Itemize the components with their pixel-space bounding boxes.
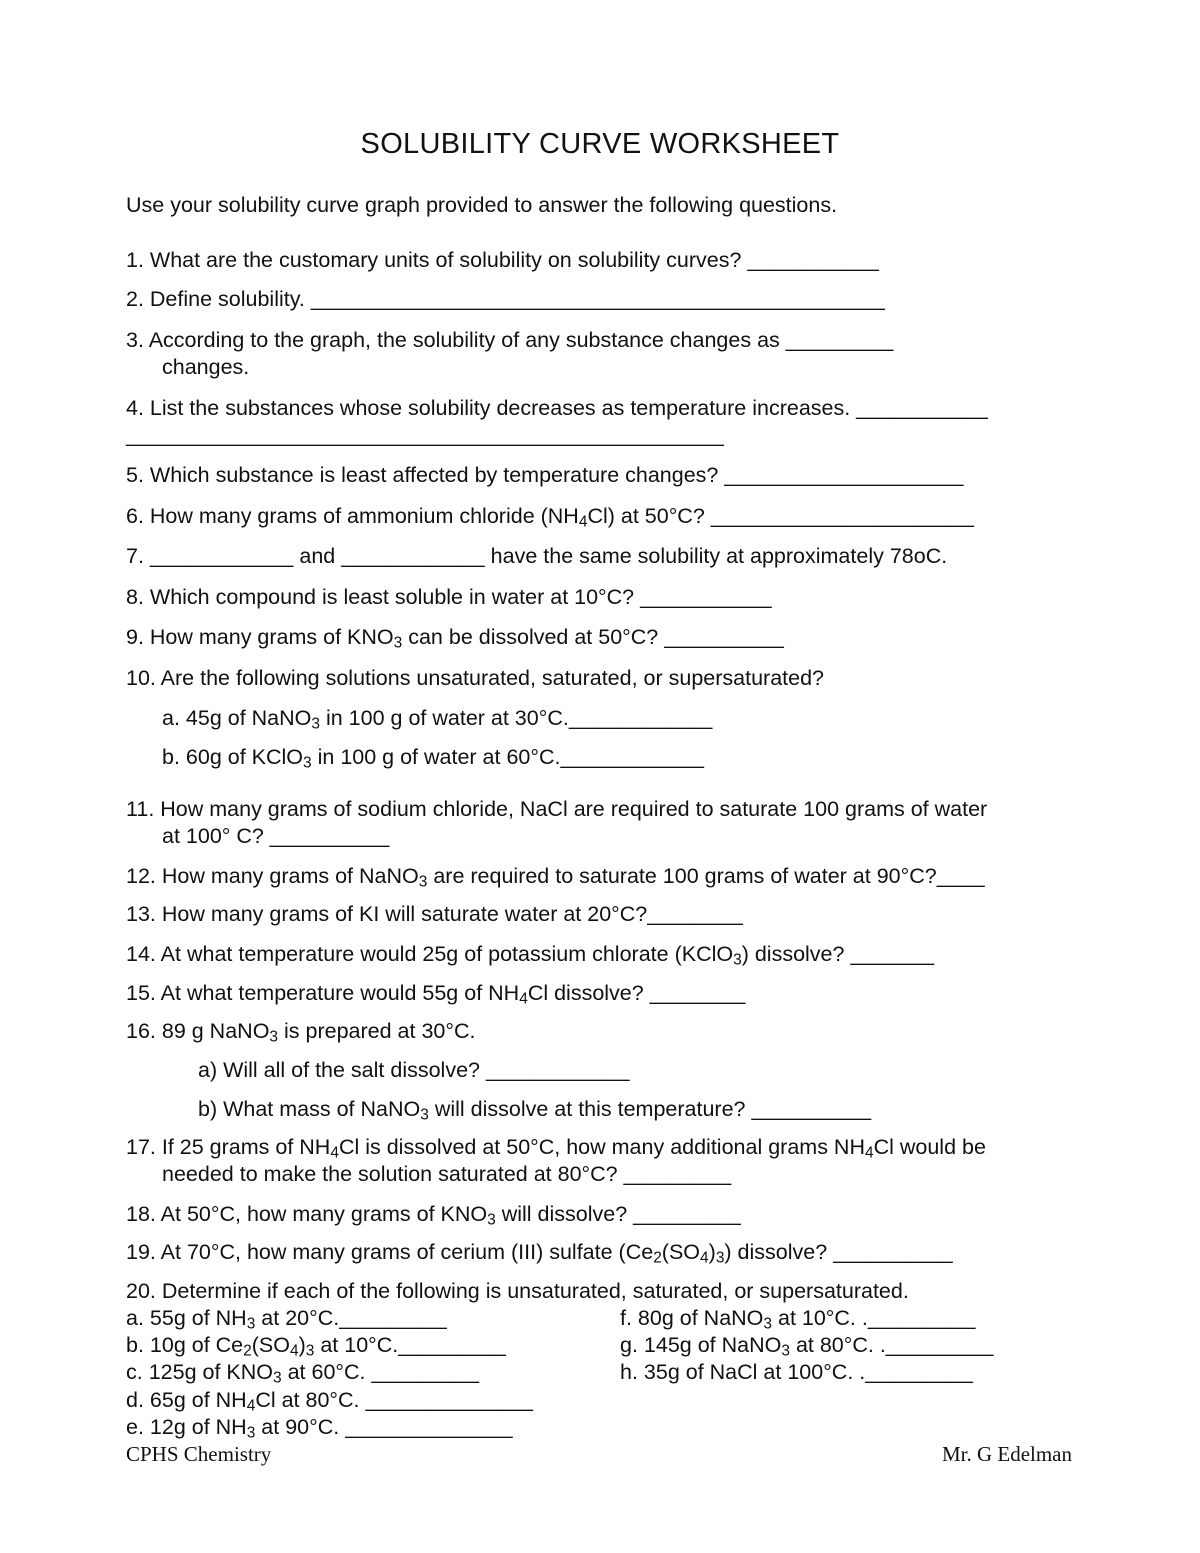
text: in 100 g of water at 30°C.____________ [320,706,713,730]
text: 15. At what temperature would 55g of NH [126,981,520,1005]
question-20g [620,1332,993,1358]
subscript: 3 [487,1211,496,1229]
question-12 [126,863,985,889]
text: b. 60g of KClO [162,745,304,769]
subscript: 3 [303,754,312,772]
question-20d [126,1387,533,1413]
subscript: 4 [864,1144,874,1162]
subscript: 3 [418,873,428,891]
footer-course: CPHS Chemistry [126,1442,272,1466]
question-19 [126,1239,953,1265]
text: ) dissolve? _______ [741,942,935,966]
text: Cl is dissolved at 50°C, how many additional grams NH [338,1135,865,1159]
question-7: 7. ____________ and ____________ have the same solubility at approximately 78oC. [126,544,948,568]
subscript: 3 [305,1342,315,1360]
text: b) What mass of NaNO [198,1097,421,1121]
text: are required to saturate 100 grams of water at 90°C?____ [427,864,985,888]
question-20h: h. 35g of NaCl at 100°C. ._________ [620,1360,973,1384]
subscript: 3 [781,1342,790,1360]
question-6 [126,503,974,529]
question-8: 8. Which compound is least soluble in water at 10°C? ___________ [126,585,772,609]
text: 12. How many grams of NaNO [126,864,419,888]
text: Cl would be [873,1135,986,1159]
question-11: 11. How many grams of sodium chloride, NaCl are required to saturate 100 grams of water [126,797,988,821]
text: a. 55g of NH [126,1306,247,1330]
question-18 [126,1201,741,1227]
text: e. 12g of NH [126,1415,247,1439]
question-17-continued: needed to make the solution saturated at 80°C? _________ [162,1162,732,1186]
text: 6. How many grams of ammonium chloride (NH [126,504,579,528]
subscript: 3 [733,951,742,969]
question-9 [126,624,784,650]
text: at 60°C. _________ [281,1360,480,1384]
question-4-answer-line: __________________________________________________ [126,423,724,447]
text: at 90°C. ______________ [255,1415,513,1439]
subscript: 2 [653,1249,662,1267]
text: 9. How many grams of KNO [126,625,394,649]
question-20a [126,1305,447,1331]
text: in 100 g of water at 60°C.____________ [311,745,704,769]
question-16b [198,1096,871,1122]
question-16 [126,1018,475,1044]
text: (SO [661,1240,701,1264]
subscript: 3 [269,1028,279,1046]
question-17 [126,1134,986,1160]
text: 17. If 25 grams of NH [126,1135,331,1159]
text: g. 145g of NaNO [620,1333,782,1357]
text: (SO [251,1333,290,1357]
subscript: 3 [420,1106,429,1124]
subscript: 4 [519,990,528,1008]
text: will dissolve at this temperature? __________ [428,1097,872,1121]
page-title: SOLUBILITY CURVE WORKSHEET [360,128,840,160]
subscript: 3 [311,715,320,733]
text: at 10°C. ._________ [772,1306,976,1330]
subscript: 3 [273,1369,282,1387]
question-20: 20. Determine if each of the following is unsaturated, saturated, or supersaturated. [126,1279,909,1303]
instructions: Use your solubility curve graph provided to answer the following questions. [126,193,838,217]
text: will dissolve? _________ [495,1202,741,1226]
question-1: 1. What are the customary units of solubility on solubility curves? ___________ [126,248,879,272]
subscript: 3 [246,1315,256,1333]
subscript: 4 [289,1342,299,1360]
subscript: 3 [393,634,403,652]
subscript: 3 [763,1315,773,1333]
text: 16. 89 g NaNO [126,1019,270,1043]
text: Cl) at 50°C? ______________________ [587,504,974,528]
text: c. 125g of KNO [126,1360,273,1384]
text: 19. At 70°C, how many grams of cerium (III) sulfate (Ce [126,1240,654,1264]
question-10: 10. Are the following solutions unsaturated, saturated, or supersaturated? [126,666,824,690]
subscript: 4 [246,1397,256,1415]
subscript: 3 [715,1249,725,1267]
subscript: 4 [330,1144,339,1162]
text: ) [298,1333,306,1357]
text: 14. At what temperature would 25g of potassium chlorate (KClO [126,942,734,966]
text: Cl at 80°C. ______________ [255,1388,533,1412]
text: d. 65g of NH [126,1388,247,1412]
question-5: 5. Which substance is least affected by temperature changes? ____________________ [126,463,964,487]
question-3: 3. According to the graph, the solubility of any substance changes as _________ [126,328,894,352]
text: can be dissolved at 50°C? __________ [402,625,784,649]
text: is prepared at 30°C. [278,1019,476,1043]
question-14 [126,941,934,967]
question-20f [620,1305,975,1331]
text: 18. At 50°C, how many grams of KNO [126,1202,488,1226]
question-20b [126,1332,506,1358]
text: f. 80g of NaNO [620,1306,764,1330]
text: at 80°C. ._________ [789,1333,994,1357]
question-20c [126,1359,479,1385]
question-15 [126,980,745,1006]
subscript: 4 [700,1249,709,1267]
text: at 20°C._________ [255,1306,447,1330]
question-10a [162,705,712,731]
question-10b [162,744,704,770]
question-4: 4. List the substances whose solubility decreases as temperature increases. ___________ [126,396,988,420]
text: ) [708,1240,716,1264]
text: a. 45g of NaNO [162,706,312,730]
text: at 10°C._________ [314,1333,506,1357]
question-2: 2. Define solubility. ________________________________________________ [126,287,885,311]
question-13: 13. How many grams of KI will saturate water at 20°C?________ [126,902,743,926]
subscript: 3 [246,1424,256,1442]
question-3-continued: changes. [162,355,250,379]
question-20e [126,1414,513,1440]
question-16a: a) Will all of the salt dissolve? ____________ [198,1058,630,1082]
text: Cl dissolve? ________ [527,981,746,1005]
text: b. 10g of Ce [126,1333,244,1357]
footer-teacher: Mr. G Edelman [941,1442,1072,1466]
text: ) dissolve? __________ [724,1240,953,1264]
subscript: 2 [243,1342,252,1360]
subscript: 4 [578,513,588,531]
question-11-continued: at 100° C? __________ [162,824,390,848]
